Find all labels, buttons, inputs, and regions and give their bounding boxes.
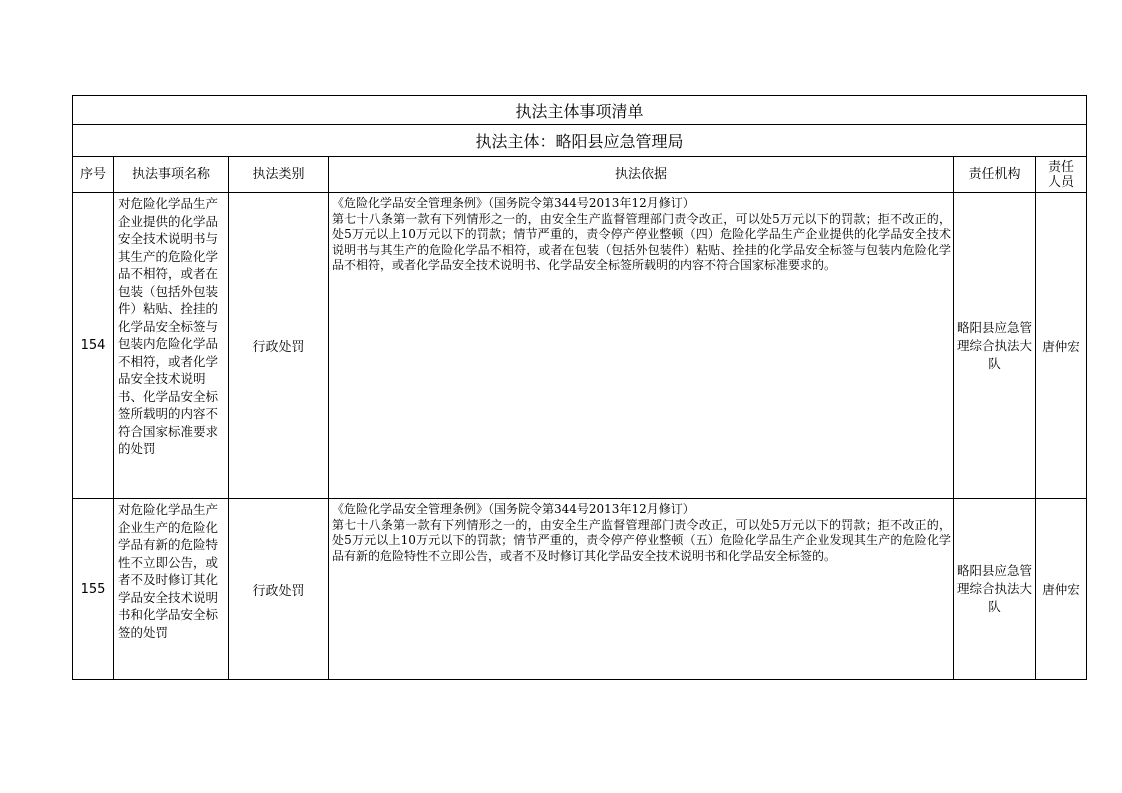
header-row [73,157,1087,193]
sheet-subtitle: 执法主体：略阳县应急管理局 [73,125,1087,157]
cell-person: 唐仲宏 [1036,499,1087,680]
basis-article: 第七十八条第一款有下列情形之一的，由安全生产监督管理部门责令改正，可以处5万元以下的罚款；拒不改正的，处5万元以上10万元以下的罚款；情节严重的，责令停产停业整顿（四）危险化学品生产企业提供的化学品安全技术说明书与其生产的危险化学品不相符，或者在包装（包括外包装件）粘贴、拴挂的化学品安全标签与包装内危险化学品不相符，或者化学品安全技术说明书、化学品安全标签所载明的内容不符合国家标准要求的。 [332,211,951,272]
cell-item-name: 对危险化学品生产企业提供的化学品安全技术说明书与其生产的危险化学品不相符，或者在包装（包括外包装件）粘贴、拴挂的化学品安全标签与包装内危险化学品不相符，或者化学品安全技术说明书、化学品安全标签所载明的内容不符合国家标准要求的处罚 [114,193,229,499]
header-item-name: 执法事项名称 [114,157,229,193]
header-basis: 执法依据 [329,157,954,193]
cell-item-name: 对危险化学品生产企业生产的危险化学品有新的危险特性不立即公告，或者不及时修订其化学品安全技术说明书和化学品安全标签的处罚 [114,499,229,680]
header-person: 责任人员 [1036,157,1087,193]
basis-regulation: 《危险化学品安全管理条例》（国务院令第344号2013年12月修订） [332,502,695,516]
subtitle-row [73,125,1087,157]
header-org: 责任机构 [954,157,1036,193]
cell-type: 行政处罚 [229,193,329,499]
cell-type: 行政处罚 [229,499,329,680]
table-row [73,193,1087,499]
cell-seq: 154 [73,193,114,499]
title-row [73,96,1087,125]
enforcement-table [72,95,1087,680]
cell-seq: 155 [73,499,114,680]
basis-regulation: 《危险化学品安全管理条例》（国务院令第344号2013年12月修订） [332,196,695,210]
cell-org: 略阳县应急管理综合执法大队 [954,499,1036,680]
cell-org: 略阳县应急管理综合执法大队 [954,193,1036,499]
header-type: 执法类别 [229,157,329,193]
cell-person: 唐仲宏 [1036,193,1087,499]
table-row [73,499,1087,680]
enforcement-sheet [72,95,1086,680]
basis-article: 第七十八条第一款有下列情形之一的，由安全生产监督管理部门责令改正，可以处5万元以下的罚款；拒不改正的，处5万元以上10万元以下的罚款；情节严重的，责令停产停业整顿（五）危险化学品生产企业发现其生产的危险化学品有新的危险特性不立即公告，或者不及时修订其化学品安全技术说明书和化学品安全标签的。 [332,517,951,563]
cell-basis [329,499,954,680]
header-seq: 序号 [73,157,114,193]
cell-basis [329,193,954,499]
sheet-title: 执法主体事项清单 [73,96,1087,125]
